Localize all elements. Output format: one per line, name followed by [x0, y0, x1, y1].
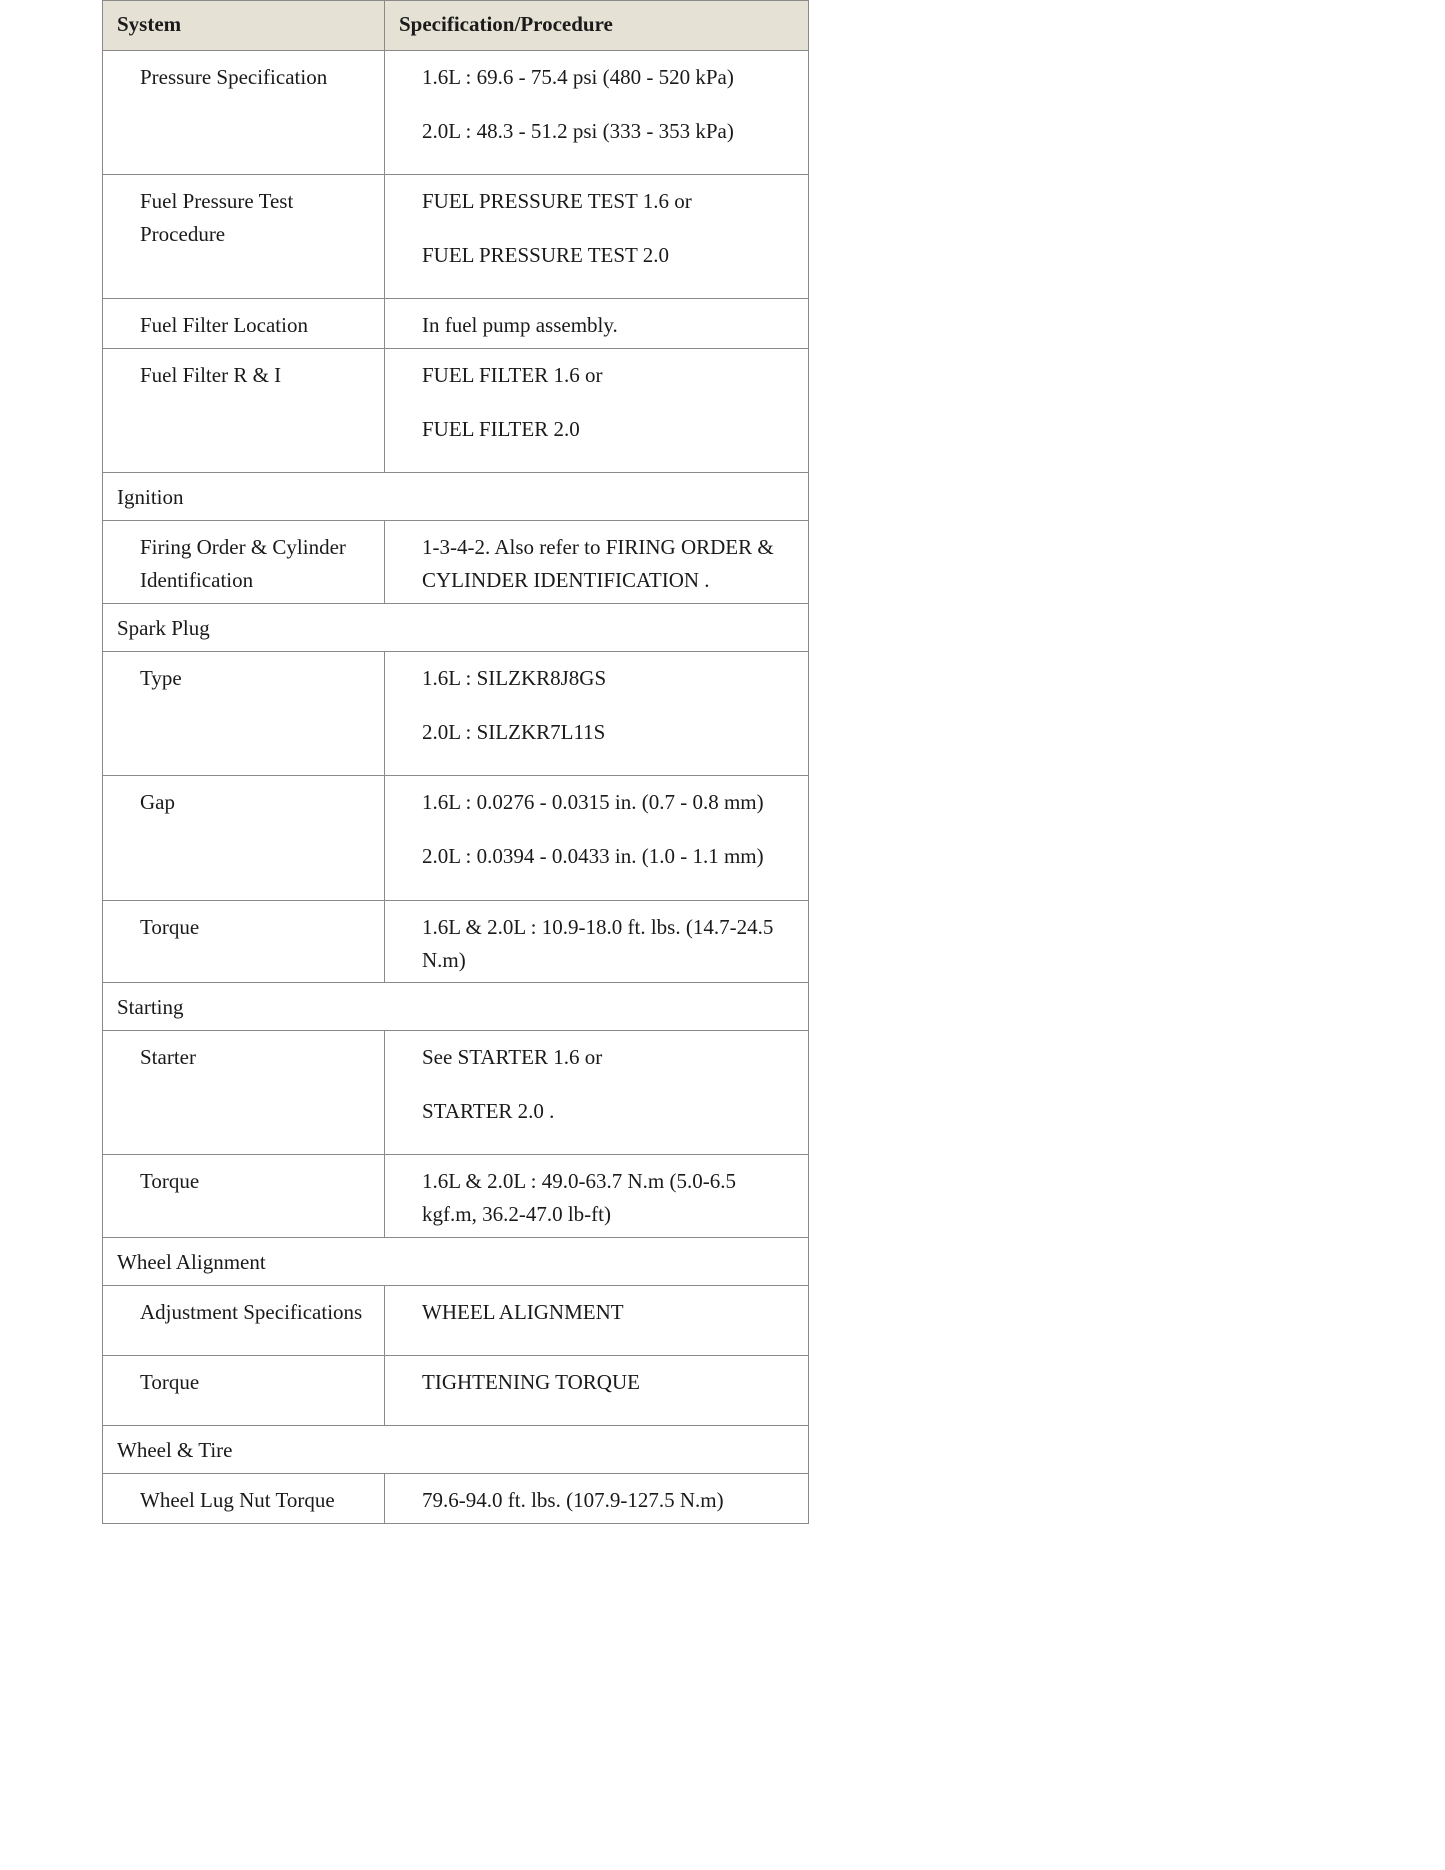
table-body: [103, 51, 809, 1524]
row-value: [385, 652, 809, 776]
row-label: Wheel Lug Nut Torque: [103, 1474, 385, 1524]
section-title: Wheel Alignment: [103, 1238, 809, 1286]
table-row: [103, 299, 809, 349]
section-row: [103, 1426, 809, 1474]
value-line: 1-3-4-2. Also refer to FIRING ORDER & CYLINDER IDENTIFICATION .: [422, 535, 774, 592]
value-line: WHEEL ALIGNMENT: [422, 1300, 624, 1324]
row-value: [385, 51, 809, 175]
row-value: [385, 175, 809, 299]
value-line: 1.6L & 2.0L : 49.0-63.7 N.m (5.0-6.5 kgf.m, 36.2-47.0 lb-ft): [422, 1169, 736, 1226]
table-row: [103, 652, 809, 776]
value-line: FUEL FILTER 2.0: [422, 417, 580, 441]
table-row: [103, 1356, 809, 1426]
row-value: [385, 299, 809, 349]
section-row: [103, 473, 809, 521]
row-value: [385, 776, 809, 901]
section-title: Starting: [103, 983, 809, 1031]
row-label: Torque: [103, 1155, 385, 1238]
table-row: [103, 1474, 809, 1524]
value-line: 79.6-94.0 ft. lbs. (107.9-127.5 N.m): [422, 1488, 724, 1512]
row-value: [385, 901, 809, 983]
row-label: Starter: [103, 1031, 385, 1155]
table-row: [103, 51, 809, 175]
row-value: [385, 1474, 809, 1524]
table-row: [103, 776, 809, 901]
row-value: [385, 1356, 809, 1426]
row-label: Torque: [103, 1356, 385, 1426]
row-value: [385, 349, 809, 473]
table-row: [103, 1286, 809, 1356]
value-line: FUEL PRESSURE TEST 1.6 or: [422, 189, 692, 213]
row-value: [385, 521, 809, 604]
value-line: 2.0L : SILZKR7L11S: [422, 720, 606, 744]
value-line: FUEL FILTER 1.6 or: [422, 363, 603, 387]
row-label: Fuel Filter R & I: [103, 349, 385, 473]
value-line: FUEL PRESSURE TEST 2.0: [422, 243, 669, 267]
table-row: [103, 521, 809, 604]
table-row: [103, 175, 809, 299]
row-value: [385, 1155, 809, 1238]
section-row: [103, 983, 809, 1031]
row-label: Torque: [103, 901, 385, 983]
row-label: Fuel Filter Location: [103, 299, 385, 349]
row-label: Gap: [103, 776, 385, 901]
section-title: Wheel & Tire: [103, 1426, 809, 1474]
section-title: Spark Plug: [103, 604, 809, 652]
column-header-specification: Specification/Procedure: [385, 1, 809, 51]
row-label: Type: [103, 652, 385, 776]
section-row: [103, 1238, 809, 1286]
value-line: 1.6L : 0.0276 - 0.0315 in. (0.7 - 0.8 mm): [422, 790, 764, 814]
row-value: [385, 1031, 809, 1155]
value-line: In fuel pump assembly.: [422, 313, 618, 337]
row-label: Fuel Pressure Test Procedure: [103, 175, 385, 299]
row-label: Pressure Specification: [103, 51, 385, 175]
value-line: 2.0L : 0.0394 - 0.0433 in. (1.0 - 1.1 mm): [422, 844, 764, 868]
table-header-row: [103, 1, 809, 51]
table-row: [103, 1155, 809, 1238]
table-row: [103, 901, 809, 983]
value-line: 1.6L : SILZKR8J8GS: [422, 666, 607, 690]
value-line: 2.0L : 48.3 - 51.2 psi (333 - 353 kPa): [422, 119, 734, 143]
value-line: STARTER 2.0 .: [422, 1099, 555, 1123]
value-line: TIGHTENING TORQUE: [422, 1370, 640, 1394]
row-value: [385, 1286, 809, 1356]
row-label: Adjustment Specifications: [103, 1286, 385, 1356]
table-row: [103, 1031, 809, 1155]
section-row: [103, 604, 809, 652]
value-line: See STARTER 1.6 or: [422, 1045, 603, 1069]
table-row: [103, 349, 809, 473]
column-header-system: System: [103, 1, 385, 51]
value-line: 1.6L & 2.0L : 10.9-18.0 ft. lbs. (14.7-24.5 N.m): [422, 915, 774, 972]
specification-table: [102, 0, 809, 1524]
section-title: Ignition: [103, 473, 809, 521]
row-label: Firing Order & Cylinder Identification: [103, 521, 385, 604]
value-line: 1.6L : 69.6 - 75.4 psi (480 - 520 kPa): [422, 65, 734, 89]
